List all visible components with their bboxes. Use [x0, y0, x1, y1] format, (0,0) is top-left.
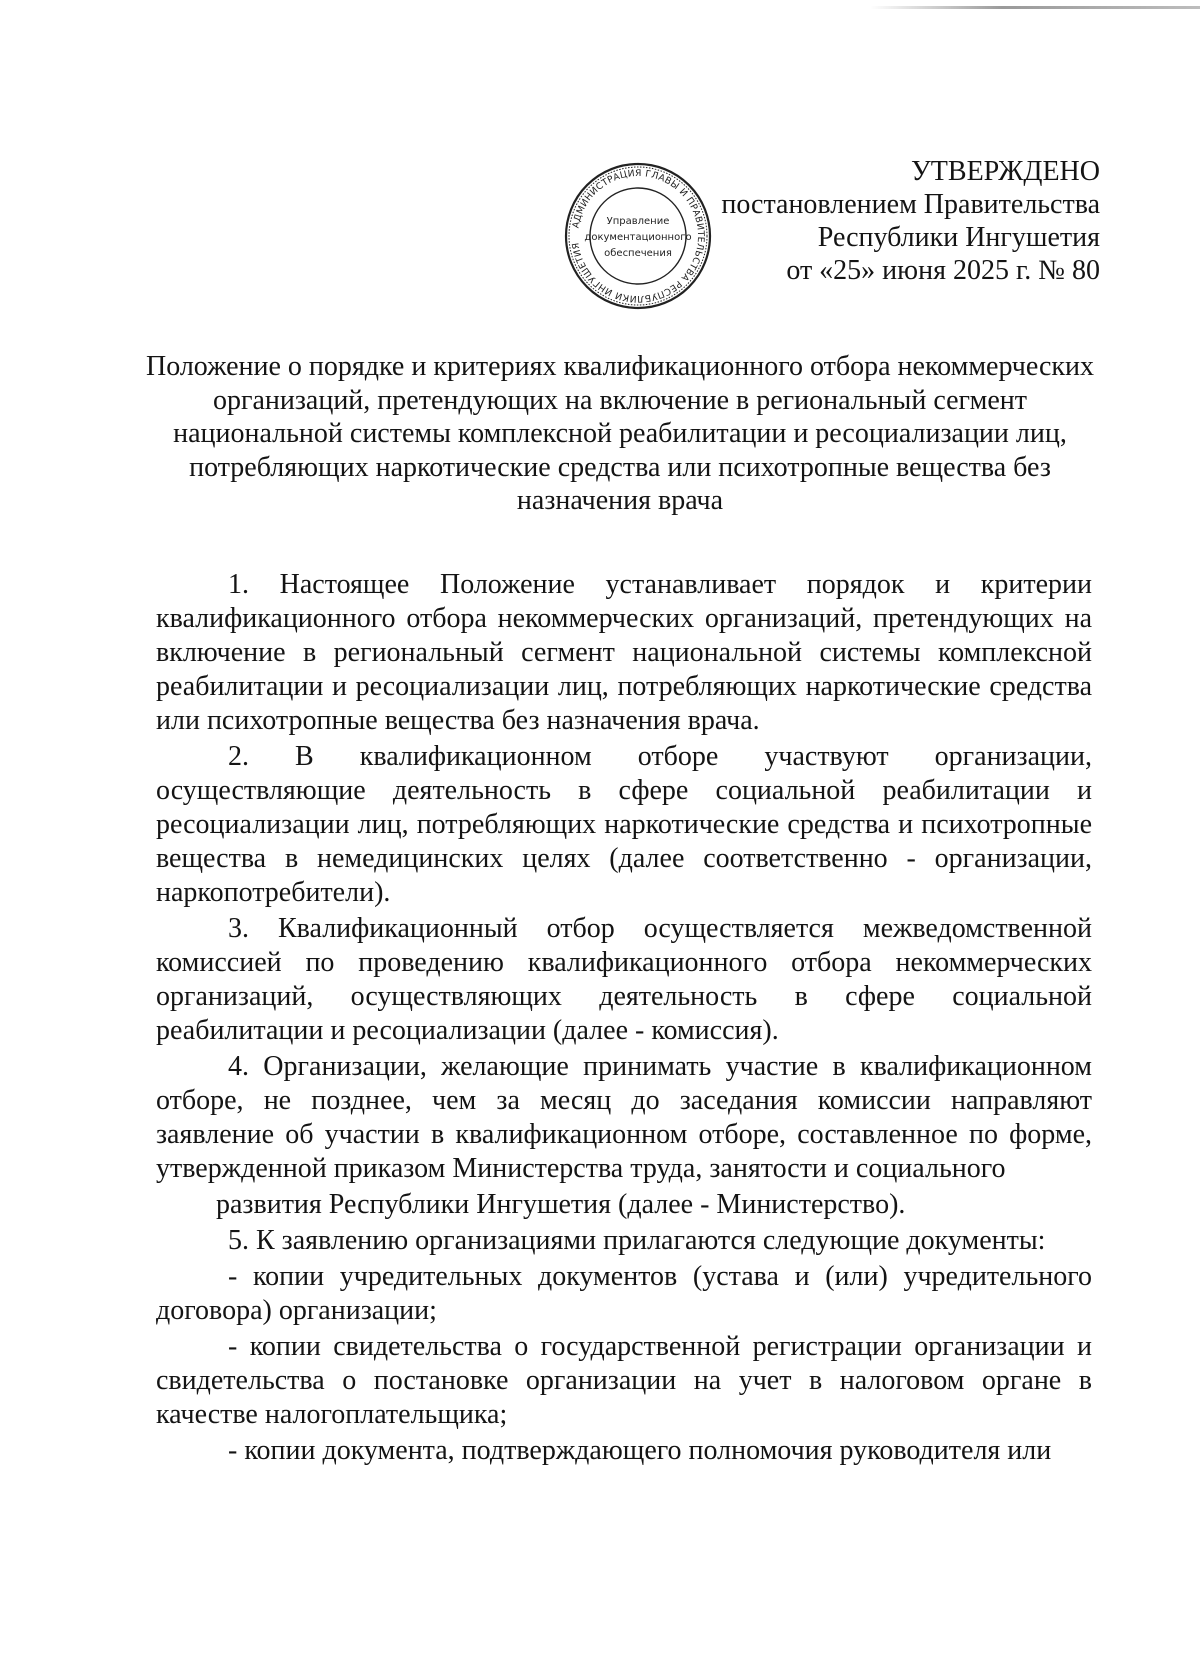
paragraph-5: 5. К заявлению организациями прилагаются следующие документы:	[228, 1225, 1046, 1256]
seal-inner-line3: обеспечения	[604, 248, 672, 259]
official-seal	[563, 161, 713, 311]
seal-inner-line2: документационного	[584, 232, 692, 243]
list-item-1: - копии учредительных документов (устава и (или) учредительного договора) организации;	[156, 1261, 1092, 1326]
list-item-2: - копии свидетельства о государственной регистрации организации и свидетельства о постановке организации на учет в налоговом органе в качестве налогоплательщика;	[156, 1331, 1092, 1430]
list-item-3: - копии документа, подтверждающего полномочия руководителя или	[228, 1435, 1052, 1466]
document-body	[156, 568, 1092, 1470]
approval-block	[721, 155, 1100, 287]
approval-region: Республики Ингушетия	[817, 222, 1100, 253]
approval-heading: УТВЕРЖДЕНО	[910, 156, 1100, 187]
paragraph-4-continuation: развития Республики Ингушетия (далее - Министерство).	[216, 1189, 906, 1220]
paragraph-3: 3. Квалификационный отбор осуществляется межведомственной комиссией по проведению квалификационного отбора некоммерческих организаций, осуществляющих деятельность в сфере социальной реабилитации и ресоциализации (далее - комиссия).	[156, 913, 1092, 1046]
approval-resolution: постановлением Правительства	[721, 189, 1100, 220]
approval-date-number: от «25» июня 2025 г. № 80	[786, 255, 1100, 286]
scan-edge-line	[870, 6, 1200, 9]
seal-outer-text: АДМИНИСТРАЦИЯ ГЛАВЫ И ПРАВИТЕЛЬСТВА РЕСПУБЛИКИ ИНГУШЕТИЯ	[570, 167, 707, 305]
paragraph-2: 2. В квалификационном отборе участвуют организации, осуществляющие деятельность в сфере социальной реабилитации и ресоциализации лиц, потребляющих наркотические средства и психотропные вещества в немедицинских целях (далее соответственно - организации, наркопотребители).	[156, 741, 1092, 908]
paragraph-4: 4. Организации, желающие принимать участие в квалификационном отборе, не позднее, чем за месяц до заседания комиссии направляют заявление об участии в квалификационном отборе, составленное по форме, утвержденной приказом Министерства труда, занятости и социального	[156, 1051, 1092, 1184]
seal-inner-line1: Управление	[606, 216, 670, 227]
document-title: Положение о порядке и критериях квалификационного отбора некоммерческих организаций, претендующих на включение в региональный сегмент национальной системы комплексной реабилитации и ресоциализации лиц, потребляющих наркотические средства или психотропные вещества без назначения врача	[145, 351, 1094, 516]
paragraph-1: 1. Настоящее Положение устанавливает порядок и критерии квалификационного отбора некоммерческих организаций, претендующих на включение в региональный сегмент национальной системы комплексной реабилитации и ресоциализации лиц, потребляющих наркотические средства или психотропные вещества без назначения врача.	[156, 569, 1092, 736]
